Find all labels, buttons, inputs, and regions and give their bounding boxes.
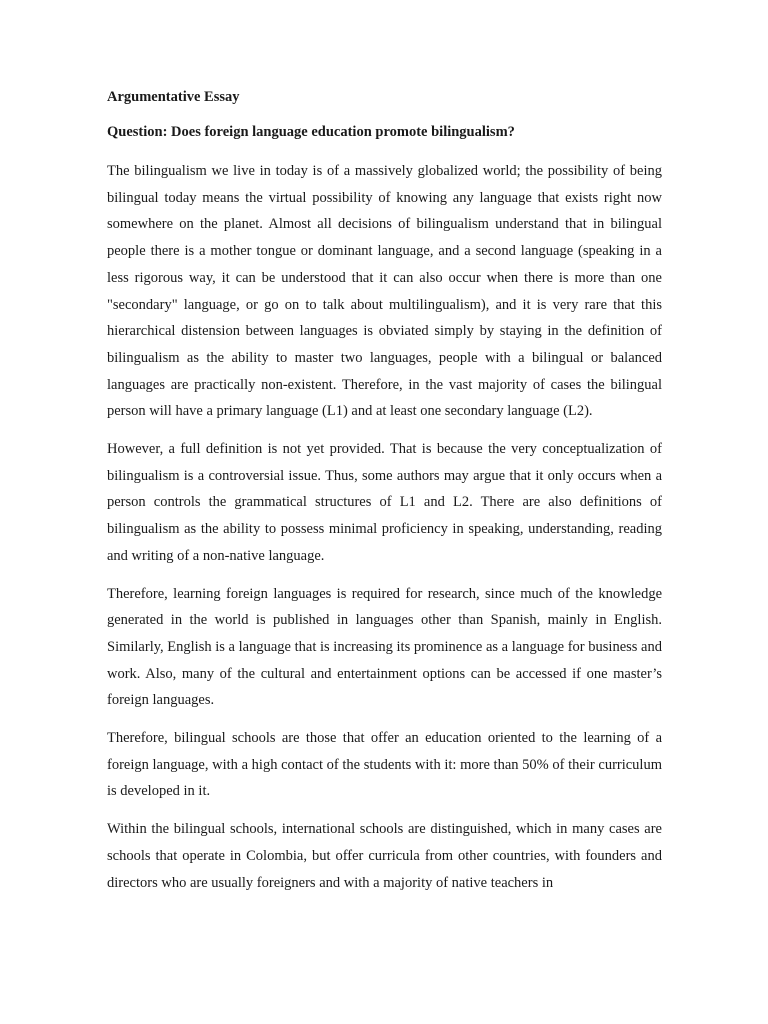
paragraph-3: Therefore, learning foreign languages is required for research, since much of the knowledge generated in the world is published in languages other than Spanish, mainly in English. Similarly, English is a language that is increasing its prominence as a language for business and work. Also, many of the cultural and entertainment options can be accessed if one master’s foreign languages. — [107, 585, 662, 709]
document-page — [107, 88, 662, 907]
paragraph-1: The bilingualism we live in today is of a massively globalized world; the possibility of being bilingual today means the virtual possibility of knowing any language that exists right now somewhere on the planet. Almost all decisions of bilingualism understand that in bilingual people there is a mother tongue or dominant language, and a second language (speaking in a less rigorous way, it can be understood that it can also occur when there is more than one "secondary" language, or go on to talk about multilingualism), and it is very rare that this hierarchical distension between languages is obviated simply by staying in the definition of bilingualism as the ability to master two languages, people with a bilingual or balanced languages are practically non-existent. Therefore, in the vast majority of cases the bilingual person will have a primary language (L1) and at least one secondary language (L2). — [107, 163, 662, 420]
essay-title: Argumentative Essay — [107, 89, 240, 105]
essay-question: Question: Does foreign language education promote bilingualism? — [107, 124, 515, 140]
paragraph-5: Within the bilingual schools, international schools are distinguished, which in many cases are schools that operate in Colombia, but offer curricula from other countries, with founders and directors who are usually foreigners and with a majority of native teachers in — [107, 821, 662, 891]
paragraph-4: Therefore, bilingual schools are those that offer an education oriented to the learning of a foreign language, with a high contact of the students with it: more than 50% of their curriculum is developed in it. — [107, 730, 662, 800]
paragraph-2: However, a full definition is not yet provided. That is because the very conceptualization of bilingualism is a controversial issue. Thus, some authors may argue that it only occurs when a person controls the grammatical structures of L1 and L2. There are also definitions of bilingualism as the ability to possess minimal proficiency in speaking, understanding, reading and writing of a non-native language. — [107, 441, 662, 564]
